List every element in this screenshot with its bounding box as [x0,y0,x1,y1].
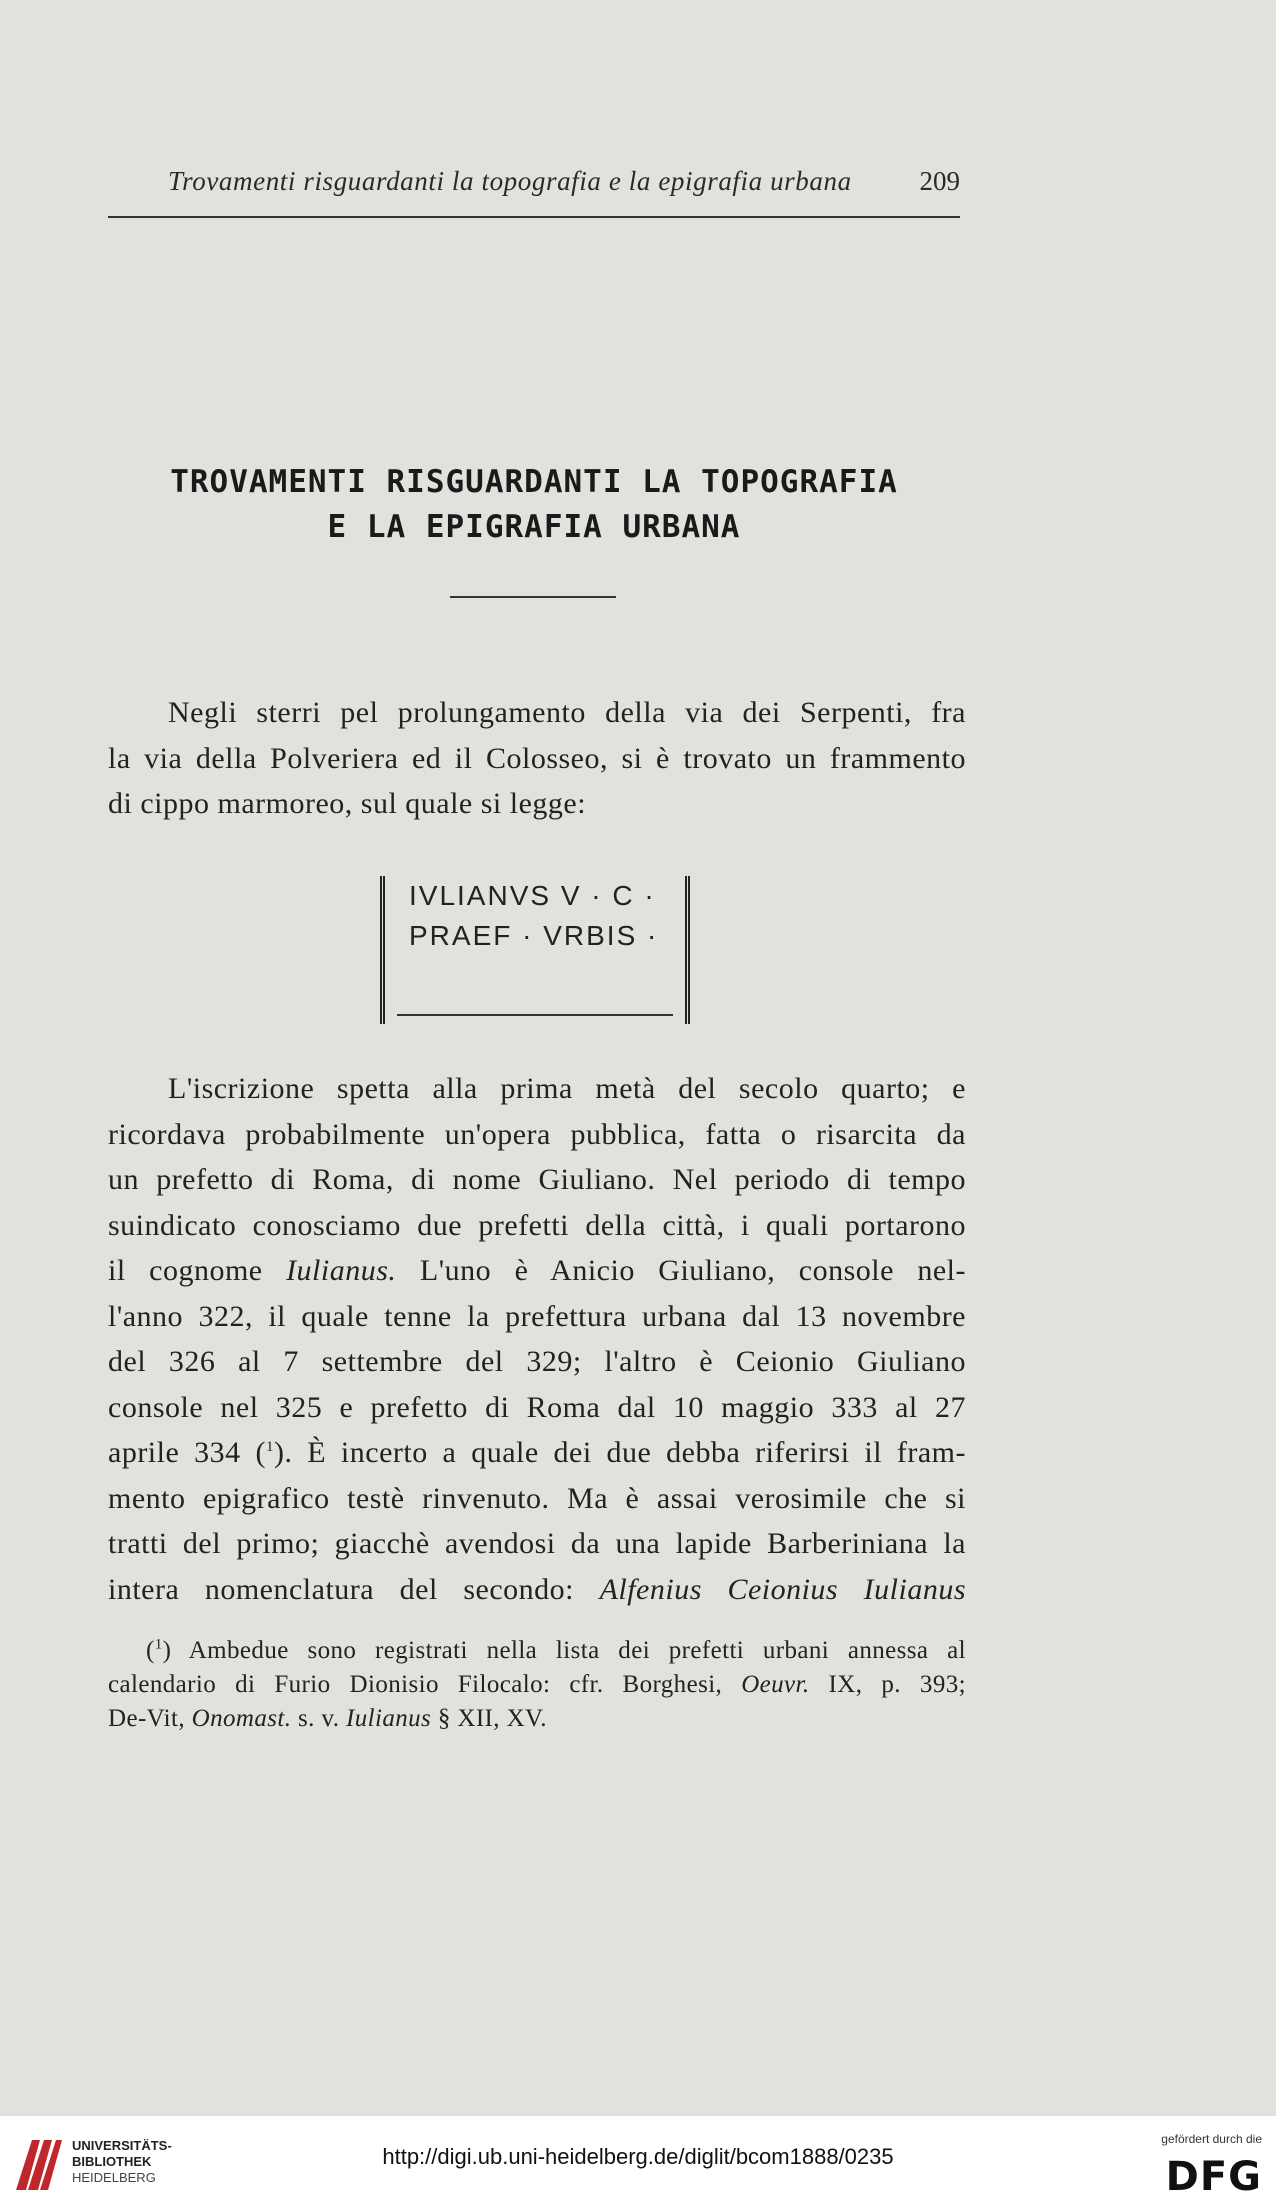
library-line-2: BIBLIOTHEK [72,2154,152,2169]
paragraph-2-line: l'anno 322, il quale tenne la prefettura urbana dal 13 novembre [108,1299,966,1333]
paragraph-2 [108,1066,966,1612]
text-run: Ambedue sono registrati nella lista dei prefetti urbani annessa al [171,1637,966,1664]
text-run: il cognome [108,1254,287,1287]
italic-name: Alfenius Ceionius Iulianus [599,1572,966,1606]
paragraph-1-line: la via della Polveriera ed il Colosseo, si è trovato un frammento [108,741,966,775]
library-line-1: UNIVERSITÄTS- [72,2138,172,2153]
italic-name: Iulianus [346,1705,432,1732]
text-run: L'uno è Anicio Giuliano, console nel- [396,1254,966,1287]
page-number: 209 [919,166,960,196]
text-run: intera nomenclatura del secondo: [108,1572,600,1606]
paragraph-2-line [108,1248,966,1294]
title-line-2: E LA EPIGRAFIA URBANA [327,509,741,545]
inscription-break-line [397,1014,673,1016]
funding-label: gefördert durch die [1161,2132,1262,2146]
title-line-1: TROVAMENTI RISGUARDANTI LA TOPOGRAFIA [170,464,898,500]
paragraph-2-line: L'iscrizione spetta alla prima metà del secolo quarto; e [168,1072,966,1105]
inscription-line-2: PRAEF · VRBIS · [409,920,659,951]
paragraph-2-line: console nel 325 e prefetto di Roma dal 10 maggio 333 al 27 [108,1390,966,1424]
footnote-number: 1 [154,1636,163,1653]
permalink-url[interactable]: http://digi.ub.uni-heidelberg.de/diglit/bcom1888/0235 [382,2144,894,2169]
text-run: IX, p. 393; [809,1671,966,1698]
paragraph-2-line [108,1567,966,1613]
running-head-title: Trovamenti risguardanti la topografia e la epigrafia urbana [168,166,852,196]
text-run: § XII, XV. [431,1705,547,1732]
library-line-3: HEIDELBERG [72,2170,156,2185]
header-rule [108,216,960,218]
text-run: ). È incerto a quale dei due debba riferirsi il fram- [273,1436,967,1469]
footnote-mark: ) [162,1637,172,1664]
dfg-logo-icon: DFG [1165,2154,1262,2200]
title-rule [450,596,616,598]
text-run: calendario di Furio Dionisio Filocalo: cfr. Borghesi, [108,1671,742,1698]
footnote-line [108,1668,966,1702]
paragraph-2-line: mento epigrafico testè rinvenuto. Ma è assai verosimile che si [108,1481,966,1515]
paragraph-1 [108,690,966,827]
inscription-line-1: IVLIANVS V · C · [409,880,656,911]
paragraph-2-line [108,1430,966,1476]
paragraph-2-line: tratti del primo; giacchè avendosi da una lapide Barberiniana la [108,1527,966,1560]
inscription-box [380,876,690,1024]
footnote-line [108,1634,966,1668]
paragraph-2-line: ricordava probabilmente un'opera pubblica, fatta o risarcita da [108,1117,966,1151]
paragraph-1-line: di cippo marmoreo, sul quale si legge: [108,787,587,820]
text-run: De-Vit, [108,1705,192,1732]
italic-name: Iulianus. [286,1254,397,1287]
footnote [108,1634,966,1736]
footnote-mark: ( [146,1637,155,1664]
italic-title: Oeuvr. [741,1671,810,1698]
footnote-line [108,1702,966,1736]
paragraph-2-line: suindicato conosciamo due prefetti della città, i quali portarono [108,1208,966,1242]
paragraph-1-line: Negli sterri pel prolungamento della via dei Serpenti, fra [168,696,966,729]
footnote-ref: 1 [265,1439,274,1455]
text-run: s. v. [291,1705,347,1732]
paragraph-2-line: del 326 al 7 settembre del 329; l'altro è Ceionio Giuliano [108,1345,966,1378]
italic-title: Onomast. [191,1705,292,1732]
text-run: aprile 334 ( [108,1436,266,1469]
viewer-footer [0,2115,1276,2207]
paragraph-2-line: un prefetto di Roma, di nome Giuliano. Nel periodo di tempo [108,1163,966,1196]
article-title [108,460,960,550]
